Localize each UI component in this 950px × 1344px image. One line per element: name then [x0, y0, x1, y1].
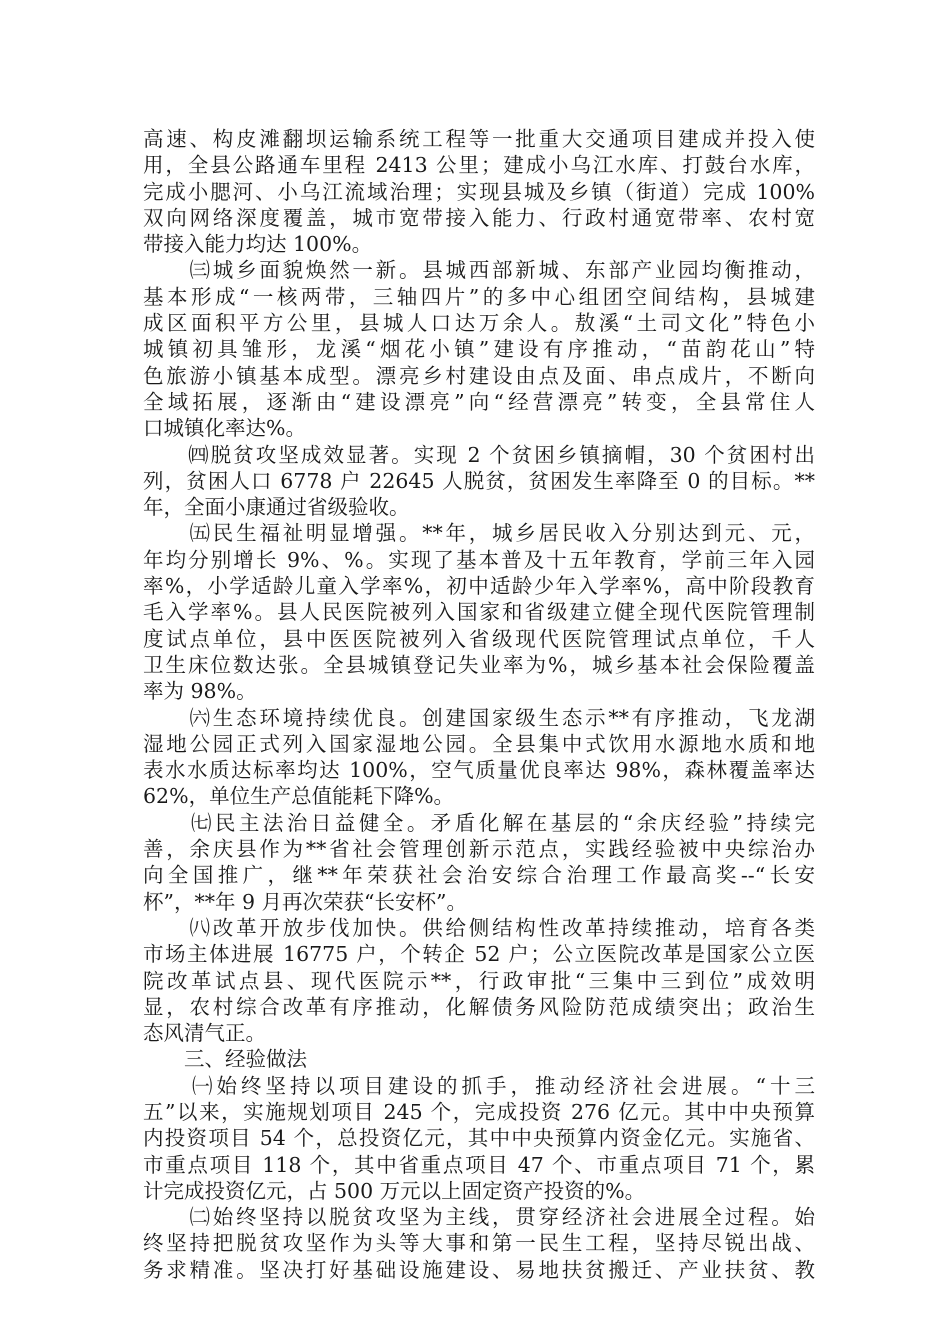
text-line: 全域拓展，逐渐由“建设漂亮”向“经营漂亮”转变，全县常住人 — [143, 389, 815, 414]
document-body — [143, 126, 815, 1283]
section-5-heading-line: ㈤民生福祉明显增强。**年，城乡居民收入分别达到元、元， — [143, 521, 815, 546]
text-line: 双向网络深度覆盖，城市宽带接入能力、行政村通宽带率、农村宽 — [143, 205, 815, 230]
subsection-2-heading-line: ㈡始终坚持以脱贫攻坚为主线，贯穿经济社会进展全过程。始 — [143, 1205, 815, 1230]
text-line: 终坚持把脱贫攻坚作为头等大事和第一民生工程，坚持尽锐出战、 — [143, 1231, 815, 1256]
text-line: 城镇初具雏形，龙溪“烟花小镇”建设有序推动，“苗韵花山”特 — [143, 337, 815, 362]
text-line: 成区面积平方公里，县城人口达万余人。敖溪“土司文化”特色小 — [143, 311, 815, 336]
text-line: 率为 98%。 — [143, 679, 257, 704]
subsection-1-heading-line: ㈠始终坚持以项目建设的抓手，推动经济社会进展。“十三 — [143, 1073, 815, 1098]
text-line: 态风清气正。 — [143, 1021, 266, 1046]
text-line: 计完成投资亿元，占 500 万元以上固定资产投资的%。 — [143, 1178, 646, 1203]
text-line: 表水水质达标率均达 100%，空气质量优良率达 98%，森林覆盖率达 — [143, 758, 815, 783]
text-line: 口城镇化率达%。 — [143, 416, 306, 441]
text-line: 年均分别增长 9%、%。实现了基本普及十五年教育，学前三年入园 — [143, 547, 815, 572]
text-line: 杯”，**年 9 月再次荣获“长安杯”。 — [143, 889, 468, 914]
text-line: 年，全面小康通过省级验收。 — [143, 495, 410, 520]
chapter-heading: 三、经验做法 — [143, 1047, 307, 1072]
text-line: 院改革试点县、现代医院示**，行政审批“三集中三到位”成效明 — [143, 968, 815, 993]
text-line: 五”以来，实施规划项目 245 个，完成投资 276 亿元。其中中央预算 — [143, 1099, 815, 1124]
text-line: 完成小腮河、小乌江流域治理；实现县城及乡镇（街道）完成 100% — [143, 179, 815, 204]
text-line: 市场主体进展 16775 户，个转企 52 户；公立医院改革是国家公立医 — [143, 942, 815, 967]
text-line: 率%，小学适龄儿童入学率%，初中适龄少年入学率%，高中阶段教育 — [143, 574, 815, 599]
text-line: 基本形成“一核两带，三轴四片”的多中心组团空间结构，县城建 — [143, 284, 815, 309]
text-line: 带接入能力均达 100%。 — [143, 232, 373, 257]
text-line: 湿地公园正式列入国家湿地公园。全县集中式饮用水源地水质和地 — [143, 731, 815, 756]
text-line: 善，余庆县作为**省社会管理创新示范点，实践经验被中央综治办 — [143, 837, 815, 862]
text-line: 色旅游小镇基本成型。漂亮乡村建设由点及面、串点成片，不断向 — [143, 363, 815, 388]
section-3-heading-line: ㈢城乡面貌焕然一新。县城西部新城、东部产业园均衡推动， — [143, 258, 815, 283]
section-4-heading-line: ㈣脱贫攻坚成效显著。实现 2 个贫困乡镇摘帽，30 个贫困村出 — [143, 442, 815, 467]
text-line: 市重点项目 118 个，其中省重点项目 47 个、市重点项目 71 个，累 — [143, 1152, 815, 1177]
text-line: 务求精准。坚决打好基础设施建设、易地扶贫搬迁、产业扶贫、教 — [143, 1257, 815, 1282]
text-line: 度试点单位，县中医医院被列入省级现代医院管理试点单位，千人 — [143, 626, 815, 651]
text-line: 向全国推广，继**年荣获社会治安综合治理工作最高奖--“长安 — [143, 863, 815, 888]
text-line: 62%，单位生产总值能耗下降%。 — [143, 784, 455, 809]
text-line: 高速、构皮滩翻坝运输系统工程等一批重大交通项目建成并投入使 — [143, 127, 815, 151]
text-line: 显，农村综合改革有序推动，化解债务风险防范成绩突出；政治生 — [143, 994, 815, 1019]
text-line: 列，贫困人口 6778 户 22645 人脱贫，贫困发生率降至 0 的目标。** — [143, 468, 815, 493]
section-7-heading-line: ㈦民主法治日益健全。矛盾化解在基层的“余庆经验”持续完 — [143, 810, 815, 835]
text-line: 毛入学率%。县人民医院被列入国家和省级建立健全现代医院管理制 — [143, 600, 815, 625]
section-6-heading-line: ㈥生态环境持续优良。创建国家级生态示**有序推动，飞龙湖 — [143, 705, 815, 730]
section-8-heading-line: ㈧改革开放步伐加快。供给侧结构性改革持续推动，培育各类 — [143, 915, 815, 940]
text-line: 用，全县公路通车里程 2413 公里；建成小乌江水库、打鼓台水库， — [143, 153, 815, 178]
text-line: 卫生床位数达张。全县城镇登记失业率为%，城乡基本社会保险覆盖 — [143, 652, 815, 677]
text-line: 内投资项目 54 个，总投资亿元，其中中央预算内资金亿元。实施省、 — [143, 1126, 815, 1151]
